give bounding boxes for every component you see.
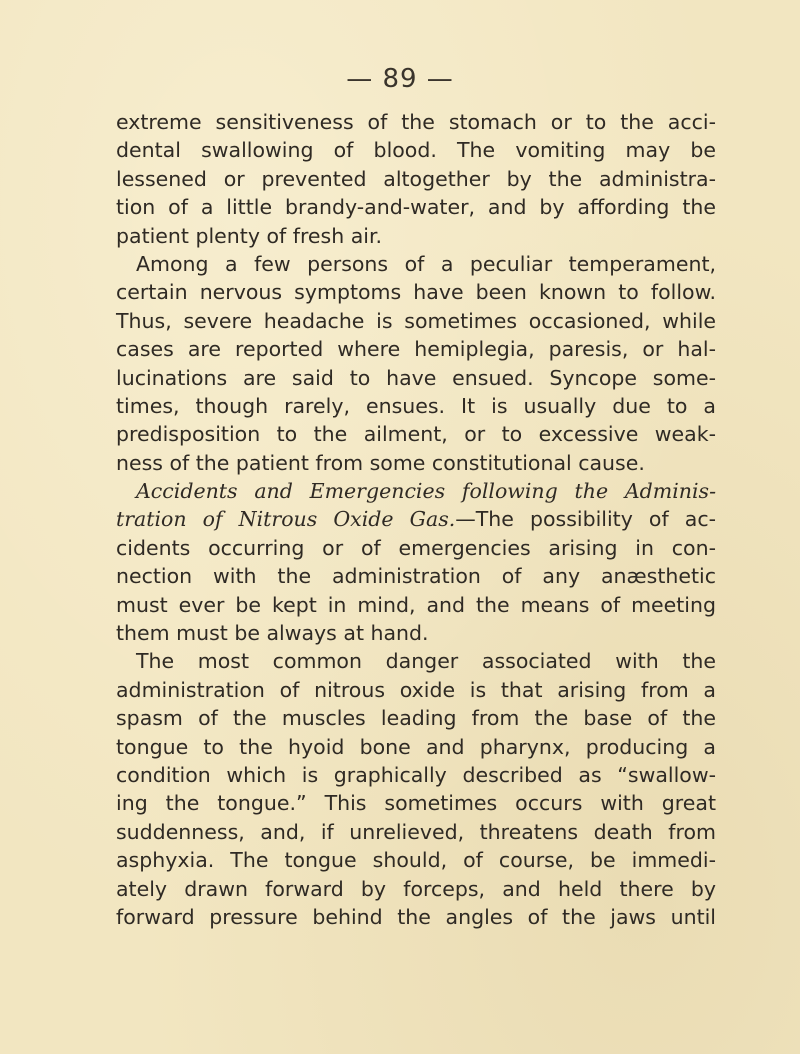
paragraph-2	[116, 250, 716, 477]
text-line: cases are reported where hemiplegia, paresis, or hal-	[116, 337, 716, 362]
text-line: ing the tongue.” This sometimes occurs with great	[116, 791, 716, 816]
text-line: The most common danger associated with the	[136, 649, 716, 674]
paragraph-3	[116, 477, 716, 647]
text-line: ately drawn forward by forceps, and held there by	[116, 876, 716, 901]
text-line: lucinations are said to have ensued. Syncope some-	[116, 365, 716, 390]
text-line: dental swallowing of blood. The vomiting may be	[116, 138, 716, 163]
text-line: condition which is graphically described as “swallow-	[116, 762, 716, 787]
text-line: forward pressure behind the angles of the jaws until	[116, 904, 716, 929]
text-line: spasm of the muscles leading from the base of the	[116, 706, 716, 731]
paragraph-4	[116, 647, 716, 931]
text-line: ness of the patient from some constitutional cause.	[116, 450, 645, 475]
text-line: nection with the administration of any anæsthetic	[116, 564, 716, 589]
section-heading: Accidents and Emergencies following the Adminis-	[136, 479, 716, 504]
paragraph-1	[116, 108, 716, 250]
text-line: tongue to the hyoid bone and pharynx, producing a	[116, 734, 716, 759]
page-number: — 89 —	[346, 64, 454, 94]
text-line: tion of a little brandy-and-water, and by affording the	[116, 195, 716, 220]
text-line: certain nervous symptoms have been known to follow.	[116, 280, 716, 305]
text-run: —The possibility of ac-	[455, 507, 716, 532]
text-line: patient plenty of fresh air.	[116, 223, 383, 248]
text-line: administration of nitrous oxide is that arising from a	[116, 677, 716, 702]
text-line: predisposition to the ailment, or to excessive weak-	[116, 422, 716, 447]
text-line: Among a few persons of a peculiar temperament,	[136, 251, 716, 276]
text-line: must ever be kept in mind, and the means of meeting	[116, 592, 716, 617]
text-line	[116, 505, 716, 533]
text-line: cidents occurring or of emergencies arising in con-	[116, 535, 716, 560]
text-line: them must be always at hand.	[116, 621, 429, 646]
text-line: asphyxia. The tongue should, of course, be immedi-	[116, 848, 716, 873]
text-line: extreme sensitiveness of the stomach or to the acci-	[116, 110, 716, 134]
text-line: suddenness, and, if unrelieved, threatens death from	[116, 819, 716, 844]
body-text	[116, 108, 716, 931]
section-heading-continued: tration of Nitrous Oxide Gas.	[116, 507, 456, 532]
text-line: times, though rarely, ensues. It is usually due to a	[116, 393, 716, 418]
text-line: lessened or prevented altogether by the administra-	[116, 166, 716, 191]
text-line: Thus, severe headache is sometimes occasioned, while	[116, 308, 716, 333]
